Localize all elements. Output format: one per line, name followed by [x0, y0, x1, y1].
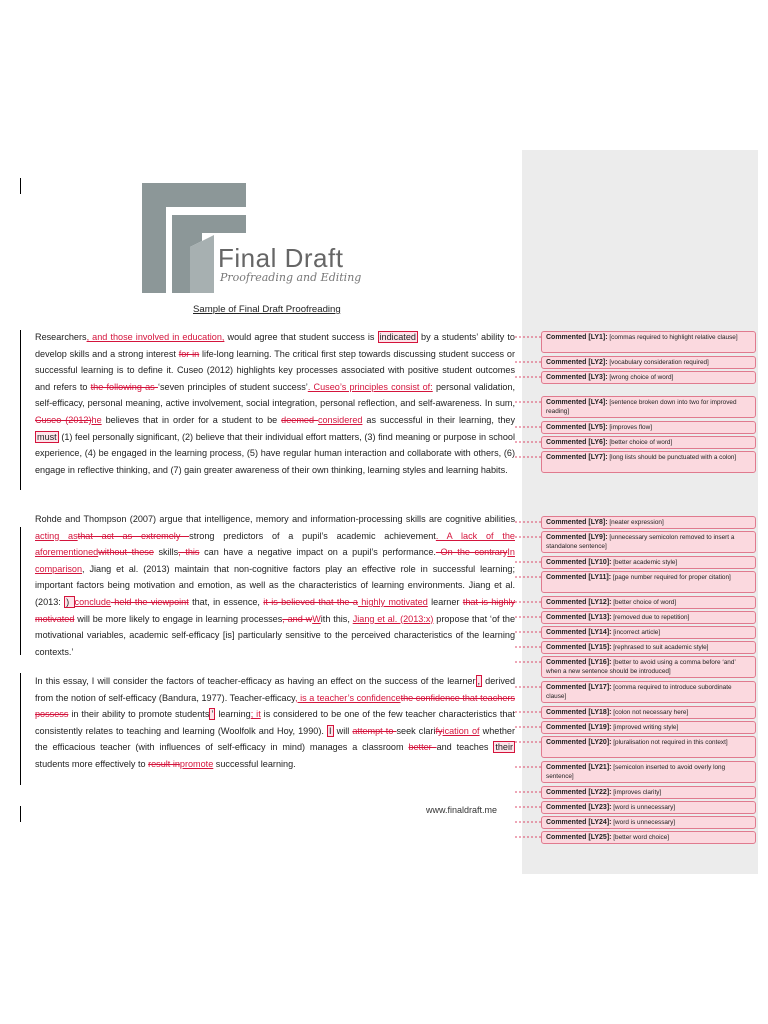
- comment-text: [word is unnecessary]: [611, 819, 676, 826]
- comment-text: [long lists should be punctuated with a colon]: [607, 454, 737, 461]
- text-run: in their ability to promote students: [68, 709, 210, 720]
- paragraph-2: [35, 511, 515, 660]
- change-bar: [20, 330, 21, 490]
- comment-label: Commented [LY12]:: [546, 599, 612, 606]
- tracked-deletion: for in: [178, 348, 200, 359]
- comment-label: Commented [LY21]:: [546, 764, 612, 771]
- comment-balloon[interactable]: [541, 626, 756, 639]
- logo-subtitle: Proofreading and Editing: [220, 271, 362, 284]
- comment-text: [vocabulary consideration required]: [607, 359, 709, 366]
- text-run: skills: [153, 547, 179, 558]
- text-run: will: [333, 725, 353, 736]
- tracked-insertion: , is a teacher’s confidence: [295, 692, 401, 703]
- comment-text: [better word choice]: [611, 834, 670, 841]
- comment-balloon[interactable]: [541, 816, 756, 829]
- text-run: Researchers: [35, 332, 87, 342]
- comment-text: [removed due to repetition]: [611, 614, 690, 621]
- change-bar: [20, 673, 21, 785]
- text-run: successful learning.: [213, 758, 296, 769]
- tracked-deletion: Cuseo (2012): [35, 414, 92, 425]
- tracked-deletion: that is highly motivated: [35, 596, 516, 624]
- comment-text: [comma required to introduce subordinate clause]: [546, 684, 732, 700]
- text-run: and teaches: [436, 742, 494, 753]
- paragraph-3: [35, 673, 515, 773]
- comment-text: [unnecessary semicolon removed to insert a standalone sentence]: [546, 534, 735, 550]
- comment-label: Commented [LY2]:: [546, 359, 608, 366]
- comment-balloon[interactable]: [541, 611, 756, 624]
- text-run: personal validation, self-efficacy, personal meaning, active involvement, social integration, personal reflection, and self-awareness. In sum,: [35, 381, 515, 409]
- comment-text: [neater expression]: [607, 519, 664, 526]
- comment-text: [wrong choice of word]: [607, 374, 674, 381]
- text-run: will be more likely to engage in learning processes: [74, 613, 283, 624]
- comment-balloon[interactable]: [541, 656, 756, 678]
- tracked-deletion: result in: [148, 758, 180, 769]
- comment-label: Commented [LY9]:: [546, 534, 608, 541]
- comment-label: Commented [LY1]:: [546, 334, 608, 341]
- text-run: , Jiang et al. (2013) maintain that non-cognitive factors play an effective role in successful learning; important factors being motivation and emotion, as well as the characteristics of learning environments. Jiang et al. (2013:: [35, 563, 515, 607]
- tracked-deletion: , and w: [282, 613, 313, 624]
- comment-label: Commented [LY18]:: [546, 709, 612, 716]
- tracked-deletion: held the viewpoint: [110, 596, 189, 607]
- comment-text: [commas required to highlight relative clause]: [607, 334, 738, 341]
- comment-label: Commented [LY20]:: [546, 739, 612, 746]
- tracked-insertion: W: [312, 613, 321, 624]
- comment-anchor: must: [37, 431, 57, 442]
- tracked-deletion: On the contrary: [435, 547, 508, 558]
- comment-label: Commented [LY13]:: [546, 614, 612, 621]
- text-run: strong predictors of a pupil’s academic achievement: [189, 530, 436, 541]
- comment-label: Commented [LY25]:: [546, 834, 612, 841]
- text-run: that, in essence,: [188, 596, 264, 607]
- text-run: ‘seven principles of student success’: [157, 381, 308, 392]
- comment-balloon[interactable]: [541, 736, 756, 758]
- tracked-deletion: fy: [435, 725, 443, 736]
- change-bar: [20, 178, 21, 194]
- comment-anchor: ,: [477, 676, 481, 686]
- tracked-insertion: highly motivated: [357, 596, 428, 607]
- tracked-insertion: . Cuseo’s principles consist of:: [307, 381, 433, 392]
- comment-balloon[interactable]: [541, 831, 756, 844]
- comment-balloon[interactable]: [541, 761, 756, 783]
- comment-text: [better to avoid using a comma before ‘and’ when a new sentence should be introduced]: [546, 659, 736, 675]
- tracked-insertion: ; it: [250, 709, 261, 720]
- comment-balloon[interactable]: [541, 436, 756, 449]
- text-run: by a students’ ability to develop skills and a strong interest: [35, 332, 515, 359]
- text-run: is considered to be one of the few teacher characteristics that consistently relates to teaching and learning (Woolfolk and Hoy, 1990).: [35, 709, 516, 736]
- tracked-deletion: the following as: [90, 381, 158, 392]
- document-title: Sample of Final Draft Proofreading: [193, 304, 341, 315]
- comment-label: Commented [LY5]:: [546, 424, 608, 431]
- comment-balloon[interactable]: [541, 396, 756, 418]
- text-run: as successful in their learning, they: [362, 414, 516, 425]
- text-run: (1) feel personally significant, (2) believe that their individual effort matters, (3) find meaning or purpose in school experience, (4) be engaged in the learning process, (5) have regular human interaction and collaborate with others, (6) engage in reflective thinking, and (7) gain greater awareness of their own thinking, learning styles and learning habits.: [35, 431, 515, 475]
- comment-label: Commented [LY19]:: [546, 724, 612, 731]
- text-run: ith this,: [320, 613, 353, 624]
- tracked-deletion: , this: [178, 547, 200, 558]
- comment-text: [better choice of word]: [607, 439, 673, 446]
- tracked-insertion: considered: [317, 414, 363, 425]
- text-run: learning: [215, 709, 251, 720]
- comment-text: [semicolon inserted to avoid overly long sentence]: [546, 764, 726, 780]
- comment-label: Commented [LY11]:: [546, 574, 612, 581]
- comment-balloon[interactable]: [541, 356, 756, 369]
- comment-balloon[interactable]: [541, 516, 756, 529]
- comment-label: Commented [LY6]:: [546, 439, 608, 446]
- comment-balloon[interactable]: [541, 801, 756, 814]
- comment-label: Commented [LY4]:: [546, 399, 608, 406]
- comment-label: Commented [LY15]:: [546, 644, 612, 651]
- logo-title: Final Draft: [218, 243, 344, 273]
- tracked-insertion: , and those involved in education,: [86, 332, 225, 342]
- comment-label: Commented [LY24]:: [546, 819, 612, 826]
- comment-balloon[interactable]: [541, 556, 756, 569]
- comment-anchor: I: [329, 725, 332, 736]
- tracked-deletion: deemed: [281, 414, 318, 425]
- comment-label: Commented [LY22]:: [546, 789, 612, 796]
- text-run: propose that ‘of the motivational variables, academic self-efficacy [is] particularly sensitive to the perceived characteristics of the learning contexts.’: [35, 613, 515, 657]
- tracked-insertion: acting as: [35, 530, 78, 541]
- change-bar: [20, 806, 21, 822]
- comment-label: Commented [LY3]:: [546, 374, 608, 381]
- comment-text: [improves clarity]: [611, 789, 662, 796]
- comment-label: Commented [LY16]:: [546, 659, 612, 666]
- comment-balloon[interactable]: [541, 721, 756, 734]
- text-run: In this essay, I will consider the factors of teacher-efficacy as having an effect on the success of the learner: [35, 676, 476, 686]
- tracked-deletion: better: [408, 742, 437, 753]
- comment-anchor: indicated: [379, 332, 416, 342]
- tracked-insertion: Jiang et al. (2013:x): [352, 613, 434, 624]
- text-run: life-long learning. The critical first step towards discussing student success or successful learning is to define it. Cuseo (2012) highlights key processes associated with positive student outcomes and refers to: [35, 348, 515, 392]
- comment-balloon[interactable]: [541, 451, 756, 473]
- tracked-deletion: attempt to: [352, 725, 397, 736]
- comment-balloon[interactable]: [541, 706, 756, 719]
- comment-text: [page number required for proper citation]: [611, 574, 731, 581]
- comment-text: [better choice of word]: [611, 599, 677, 606]
- tracked-deletion: that act as extremely: [77, 530, 190, 541]
- comment-label: Commented [LY17]:: [546, 684, 612, 691]
- tracked-deletion: without these: [98, 547, 154, 558]
- text-run: believes that in order for a student to be: [101, 414, 282, 425]
- comment-anchor: ): [66, 596, 73, 607]
- comment-label: Commented [LY10]:: [546, 559, 612, 566]
- comment-balloon[interactable]: [541, 331, 756, 353]
- comment-balloon[interactable]: [541, 681, 756, 703]
- comment-text: [pluralisation not required in this context]: [611, 739, 728, 746]
- comment-label: Commented [LY7]:: [546, 454, 608, 461]
- comment-text: [word is unnecessary]: [611, 804, 676, 811]
- comment-text: [improved writing style]: [611, 724, 679, 731]
- comment-balloon[interactable]: [541, 786, 756, 799]
- tracked-insertion: ication of: [442, 725, 480, 736]
- comment-text: [colon not necessary here]: [611, 709, 689, 716]
- tracked-insertion: promote: [179, 758, 214, 769]
- comment-balloon[interactable]: [541, 421, 756, 434]
- comment-text: [better academic style]: [611, 559, 678, 566]
- comment-balloon[interactable]: [541, 571, 756, 593]
- text-run: learner: [427, 596, 463, 607]
- comment-text: [sentence broken down into two for improved reading]: [546, 399, 737, 415]
- tracked-insertion: . A lack of the aforementioned: [35, 530, 515, 558]
- text-run: derived from the notion of self-efficacy (Bandura, 1977). Teacher-efficacy: [35, 676, 515, 703]
- text-run: students more effectively to: [35, 758, 149, 769]
- comment-label: Commented [LY8]:: [546, 519, 608, 526]
- tracked-insertion: he: [91, 414, 102, 425]
- comment-text: [rephrased to suit academic style]: [611, 644, 709, 651]
- text-run: Rohde and Thompson (2007) argue that intelligence, memory and information-processing skills are cognitive abilities: [35, 514, 515, 524]
- tracked-deletion: the confidence that teachers possess: [35, 692, 515, 720]
- paragraph-1: [35, 329, 515, 478]
- comment-anchor: their: [495, 742, 514, 753]
- comment-balloon[interactable]: [541, 641, 756, 654]
- tracked-insertion: In comparison: [35, 547, 515, 574]
- comment-balloon[interactable]: [541, 596, 756, 609]
- comment-text: [incorrect article]: [611, 629, 661, 636]
- comment-anchor: ’: [211, 709, 214, 720]
- footer-url[interactable]: www.finaldraft.me: [426, 805, 498, 815]
- tracked-deletion: it is believed that the a: [263, 596, 358, 607]
- comment-text: [improves flow]: [607, 424, 652, 431]
- comment-balloon[interactable]: [541, 371, 756, 384]
- comment-balloon[interactable]: [541, 531, 756, 553]
- tracked-insertion: conclude: [74, 596, 111, 607]
- text-run: would agree that student success is: [224, 332, 378, 342]
- text-run: can have a negative impact on a pupil’s performance.: [199, 547, 436, 558]
- comment-label: Commented [LY23]:: [546, 804, 612, 811]
- text-run: whether the efficacious teacher (with influences of self-efficacy in mind) manages a classroom: [35, 725, 515, 753]
- text-run: seek clari: [396, 725, 436, 736]
- comment-label: Commented [LY14]:: [546, 629, 612, 636]
- change-bar: [20, 527, 21, 655]
